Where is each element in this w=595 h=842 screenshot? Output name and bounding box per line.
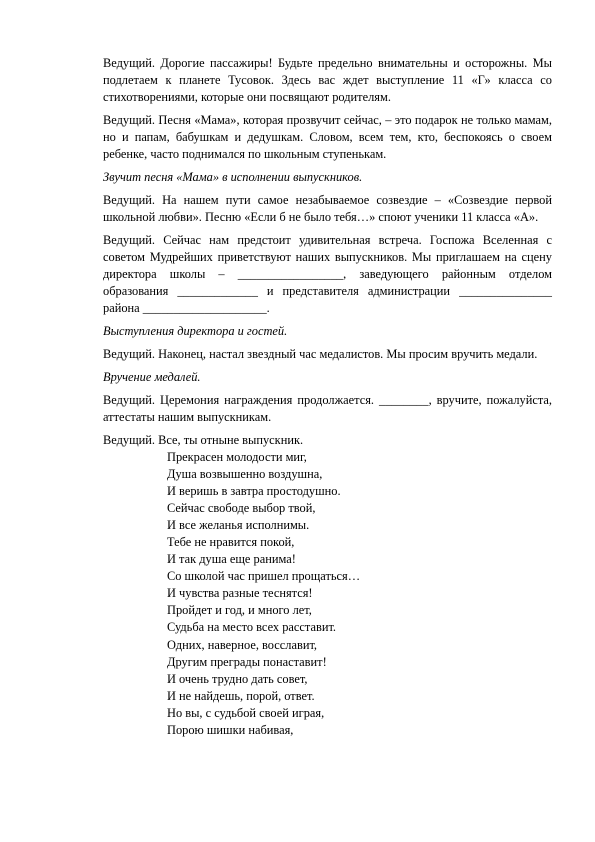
poem-line: Порою шишки набивая, [167,722,294,737]
speech-paragraph: Ведущий. Церемония награждения продолжается. ________, вручите, пожалуйста, аттестаты нашим выпускникам. [103,393,552,424]
poem-line: Тебе не нравится покой, [167,535,295,550]
poem-line: Пройдет и год, и много лет, [167,603,312,618]
poem-line: Прекрасен молодости миг, [167,450,307,464]
poem-line: Сейчас свободе выбор твой, [167,501,316,516]
document-page [103,55,552,739]
speech-paragraph: Ведущий. Дорогие пассажиры! Будьте предельно внимательны и осторожны. Мы подлетаем к планете Тусовок. Здесь вас ждет выступление 11 «Г» класса со стихотворениями, которые они посвящают родителям. [103,56,552,104]
poem-line: И чувства разные теснятся! [167,586,313,601]
poem-line: И веришь в завтра простодушно. [167,484,341,499]
speech-paragraph: Ведущий. Сейчас нам предстоит удивительная встреча. Госпожа Вселенная с советом Мудрейших приветствуют наших выпускников. Мы приглашаем на сцену директора школы – _________________, заведующего районным отделом образования _____________ и представителя администрации _______________ района ____________________. [103,233,552,315]
poem-line: Со школой час пришел прощаться… [167,569,361,584]
poem-line: И очень трудно дать совет, [167,671,308,686]
poem-line: И все желанья исполнимы. [167,518,310,533]
poem-line: И так душа еще ранима! [167,552,296,567]
poem [167,449,552,739]
poem-intro: Ведущий. Все, ты отныне выпускник. [103,433,304,447]
script-body [103,55,552,426]
speech-paragraph: Ведущий. На нашем пути самое незабываемое созвездие – «Созвездие первой школьной любви». Песню «Если б не было тебя…» споют ученики 11 класса «А». [103,193,552,224]
poem-line: И не найдешь, порой, ответ. [167,688,315,703]
poem-line: Одних, наверное, восславит, [167,637,318,652]
stage-direction: Выступления директора и гостей. [103,324,288,338]
speech-paragraph: Ведущий. Наконец, настал звездный час медалистов. Мы просим вручить медали. [103,347,538,361]
stage-direction: Вручение медалей. [103,370,201,384]
poem-line: Душа возвышенно воздушна, [167,467,323,482]
poem-line: Но вы, с судьбой своей играя, [167,705,325,720]
poem-line: Другим преграды понаставит! [167,654,327,669]
stage-direction: Звучит песня «Мама» в исполнении выпускников. [103,170,363,184]
speech-paragraph: Ведущий. Песня «Мама», которая прозвучит сейчас, – это подарок не только мамам, но и папам, бабушкам и дедушкам. Словом, всем тем, кто, беспокоясь о своем ребенке, часто поднимался по школьным ступенькам. [103,113,552,161]
poem-line: Судьба на место всех расставит. [167,620,337,635]
